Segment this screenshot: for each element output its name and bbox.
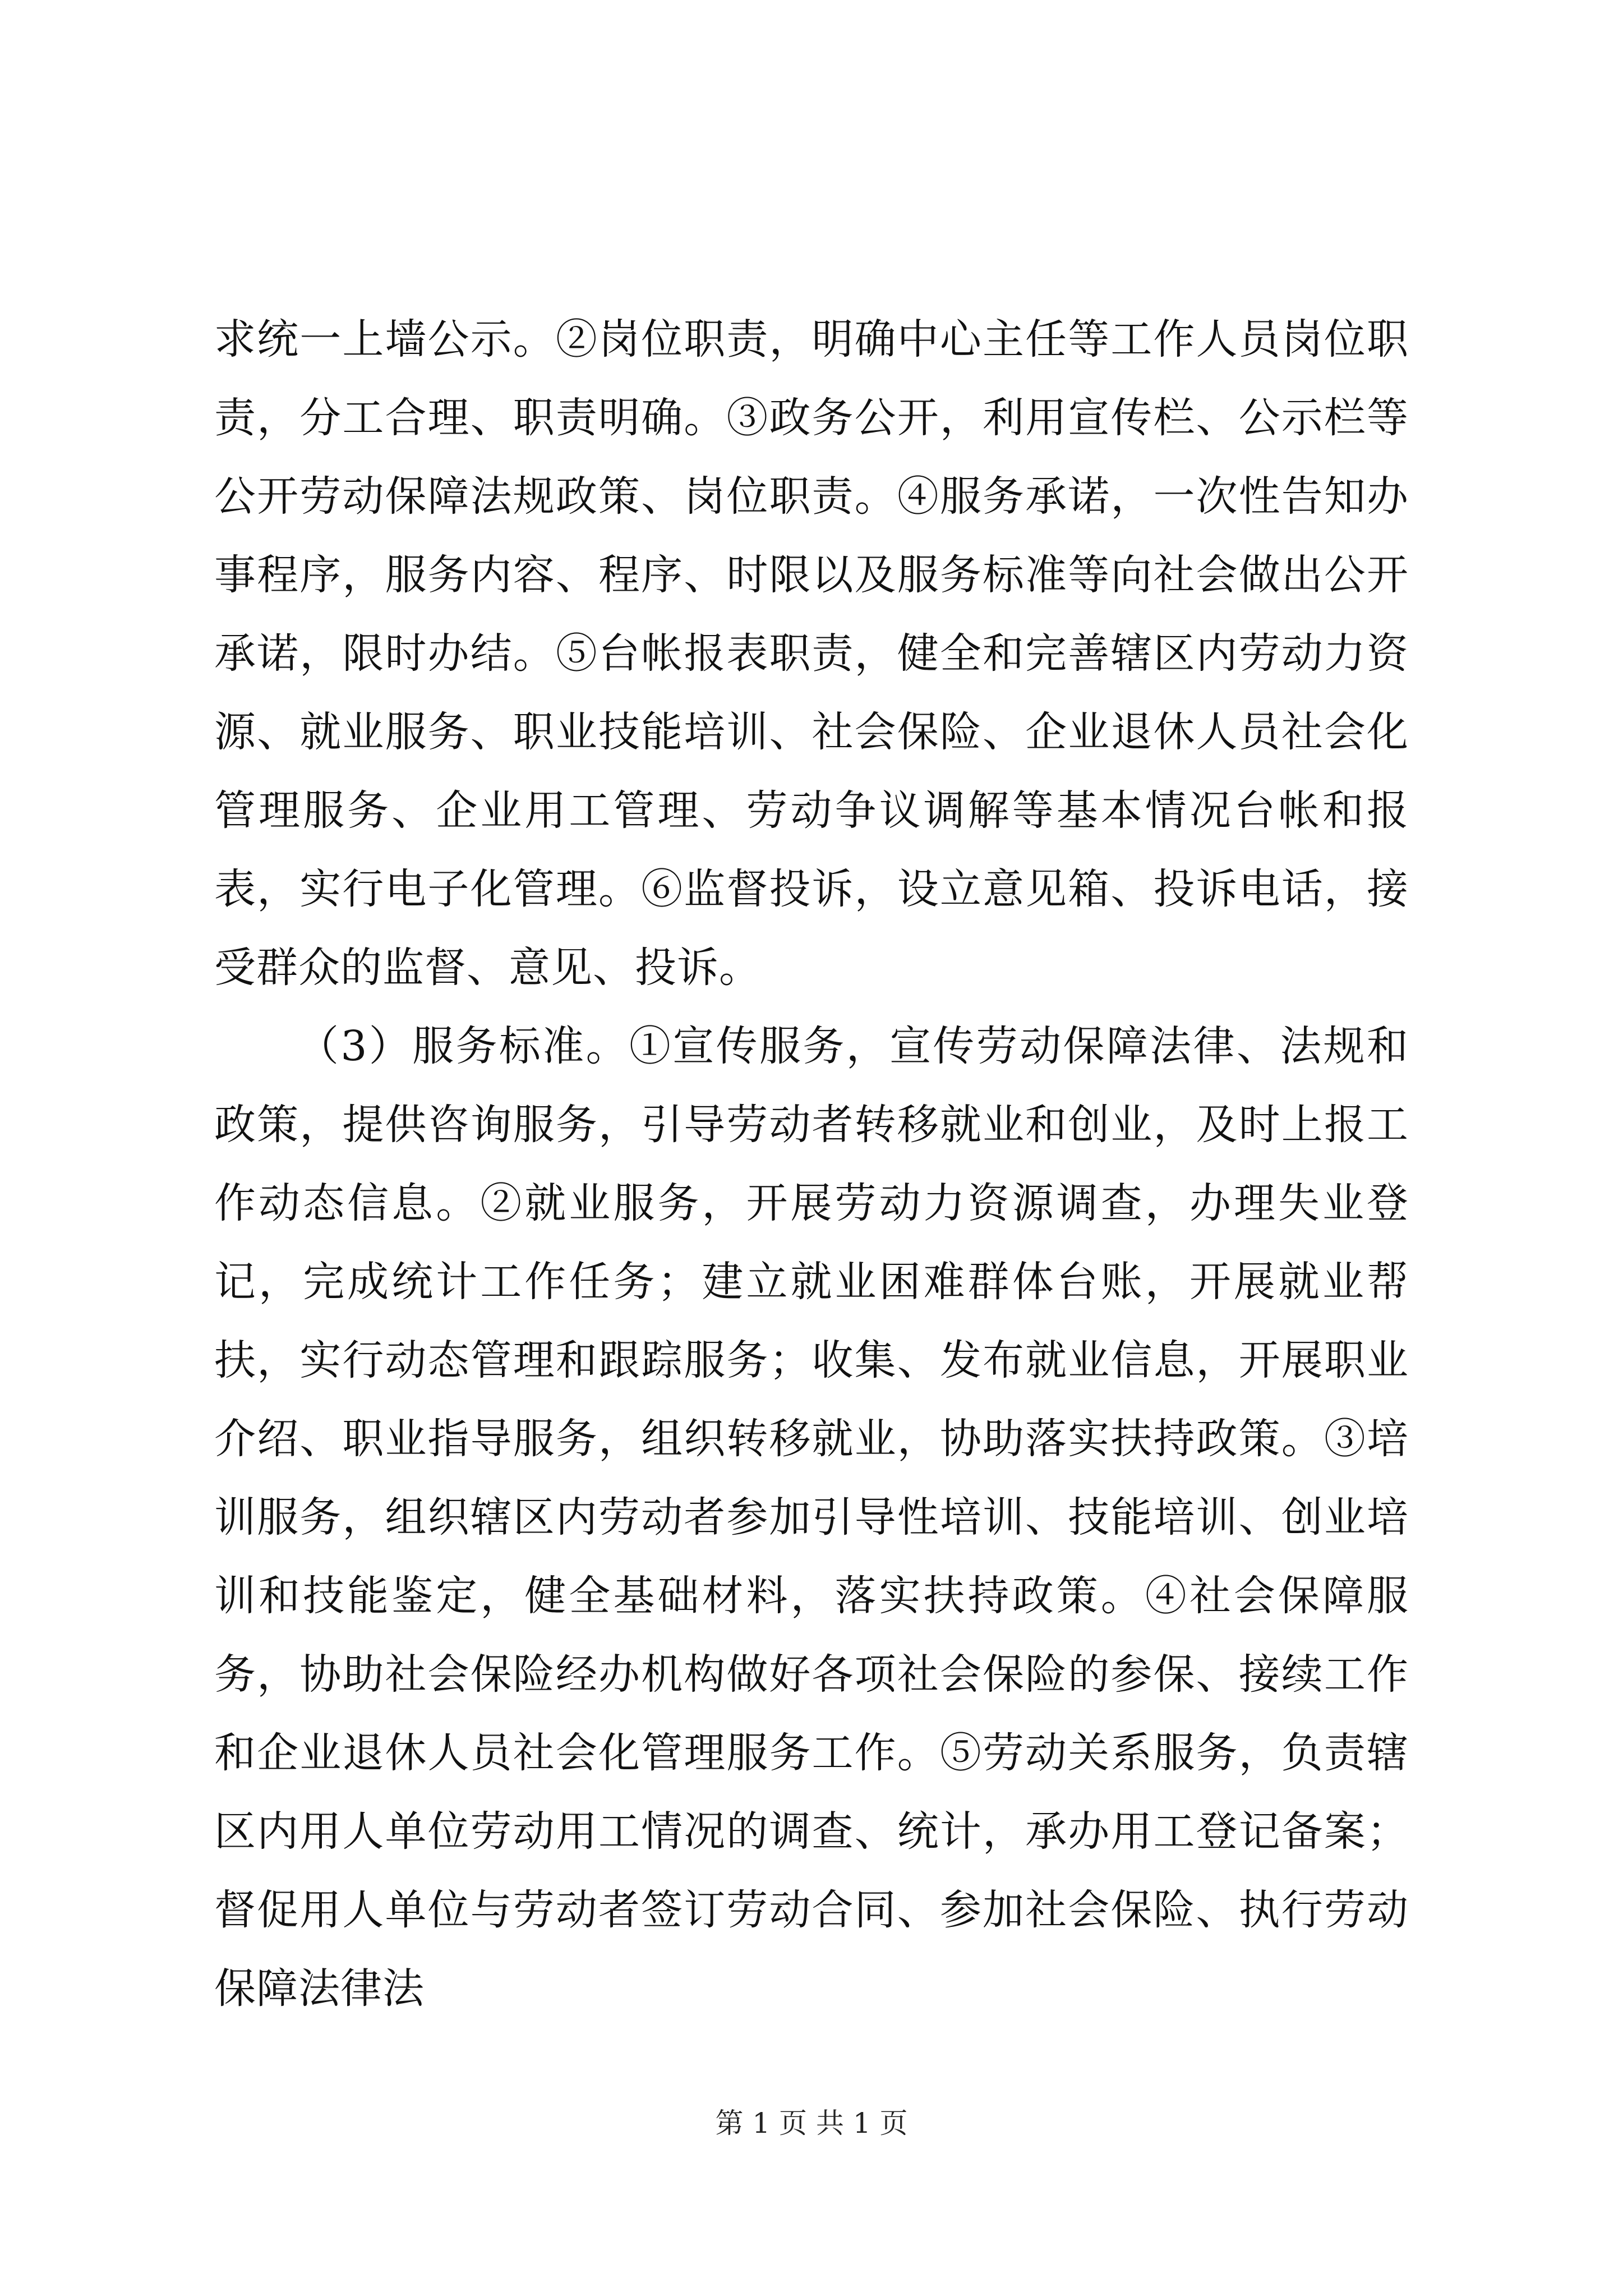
document-body (214, 300, 1409, 2028)
page-footer: 第 1 页 共 1 页 (715, 2107, 908, 2139)
paragraph-service-standards: （3）服务标准。①宣传服务，宣传劳动保障法律、法规和政策，提供咨询服务，引导劳动者转移就业和创业，及时上报工作动态信息。②就业服务，开展劳动力资源调查，办理失业登记，完成统计工作任务；建立就业困难群体台账，开展就业帮扶，实行动态管理和跟踪服务；收集、发布就业信息，开展职业介绍、职业指导服务，组织转移就业，协助落实扶持政策。③培训服务，组织辖区内劳动者参加引导性培训、技能培训、创业培训和技能鉴定，健全基础材料，落实扶持政策。④社会保障服务，协助社会保险经办机构做好各项社会保险的参保、接续工作和企业退休人员社会化管理服务工作。⑤劳动关系服务，负责辖区内用人单位劳动用工情况的调查、统计，承办用工登记备案；督促用人单位与劳动者签订劳动合同、参加社会保险、执行劳动保障法律法 (214, 1022, 1409, 2013)
paragraph-continued: 求统一上墙公示。②岗位职责，明确中心主任等工作人员岗位职责，分工合理、职责明确。③政务公开，利用宣传栏、公示栏等公开劳动保障法规政策、岗位职责。④服务承诺，一次性告知办事程序，服务内容、程序、时限以及服务标准等向社会做出公开承诺，限时办结。⑤台帐报表职责，健全和完善辖区内劳动力资源、就业服务、职业技能培训、社会保险、企业退休人员社会化管理服务、企业用工管理、劳动争议调解等基本情况台帐和报表，实行电子化管理。⑥监督投诉，设立意见箱、投诉电话，接受群众的监督、意见、投诉。 (214, 315, 1409, 992)
